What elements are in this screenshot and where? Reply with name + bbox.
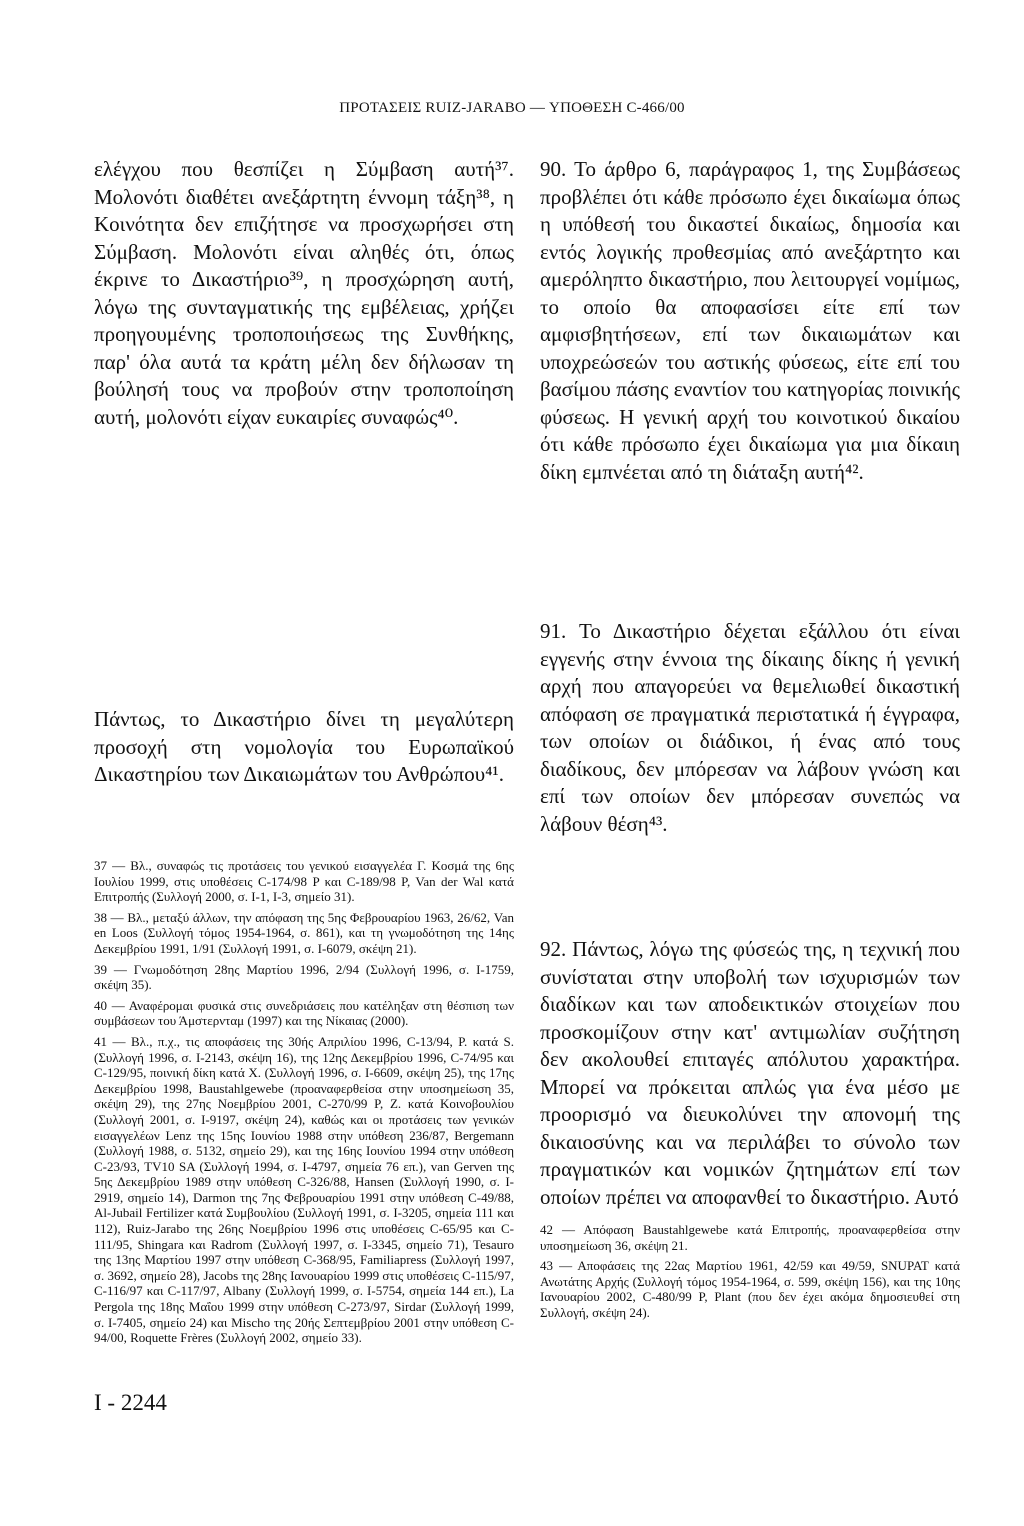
page-number: I - 2244 <box>94 1390 167 1415</box>
footnote-38: 38 — Βλ., μεταξύ άλλων, την απόφαση της 5ης Φεβρουαρίου 1963, 26/62, Van en Loos (Συλλογή τόμος 1954-1964, σ. 861), και τη γνωμοδότηση της 14ης Δεκεμβρίου 1991, 1/91 (Συλλογή 1991, σ. I-6079, σκέψη 21). <box>94 909 514 956</box>
left-column-continuation <box>94 156 514 431</box>
right-column-paragraph-92 <box>540 936 960 1211</box>
footnote-40: 40 — Αναφέρομαι φυσικά στις συνεδριάσεις που κατέληξαν στη θέσπιση των συμβάσεων του Άμστερνταμ (1997) και της Νίκαιας (2000). <box>94 997 514 1029</box>
footnotes-left <box>94 858 514 1351</box>
footnote-37: 37 — Βλ., συναφώς τις προτάσεις του γενικού εισαγγελέα Γ. Κοσμά της 6ης Ιουλίου 1999, στις υποθέσεις C-174/98 P και C-189/98 P, Van der Wal κατά Επιτροπής (Συλλογή 2000, σ. I-1, I-3, σημείο 31). <box>94 858 514 905</box>
paragraph-91: 91. Το Δικαστήριο δέχεται εξάλλου ότι είναι εγγενής στην έννοια της δίκαιης δίκης ή γενική αρχή που απαγορεύει να θεμελιωθεί δικαστική απόφαση σε πραγματικά περιστατικά ή έγγραφα, των οποίων οι διάδικοι, ή ένας από τους διαδίκους, δεν μπόρεσαν να λάβουν γνώση και επί των οποίων δεν μπόρεσαν συνεπώς να λάβουν θέση⁴³. <box>540 619 960 836</box>
paragraph-92: 92. Πάντως, λόγω της φύσεώς της, η τεχνική που συνίσταται στην υποβολή των ισχυρισμών των διαδίκων και των αποδεικτικών στοιχείων που προσκομίζουν στην κατ' αντιμωλίαν συζήτηση δεν ακολουθεί επιταγές απόλυτου χαρακτήρα. Μπορεί να πρόκειται απλώς για ένα μέσο με προορισμό να διευκολύνει την απονομή της δικαιοσύνης και να περιλάβει το σύνολο των πραγματικών και νομικών ζητημάτων επί των οποίων πρέπει να αποφανθεί το δικαστήριο. Αυτό <box>540 937 960 1209</box>
right-column-paragraph-90 <box>540 156 960 486</box>
left-column-case-law <box>94 706 514 789</box>
footnote-41: 41 — Βλ., π.χ., τις αποφάσεις της 30ής Απριλίου 1996, C-13/94, P. κατά S. (Συλλογή 1996, σ. I-2143, σκέψη 16), της 12ης Δεκεμβρίου 1996, C-74/95 και C-129/95, ποινική δίκη κατά X. (Συλλογή 1996, σ. I-6609, σκέψη 25), της 17ης Δεκεμβρίου 1998, Baustahlgewebe (προαναφερθείσα στην υποσημείωση 35, σκέψη 29), της 27ης Νοεμβρίου 2001, C-270/99 P, Z. κατά Κοινοβουλίου (Συλλογή 2001, σ. I-9197, σκέψη 24), καθώς και οι προτάσεις των γενικών εισαγγελέων Lenz της 15ης Ιουνίου 1988 στην υπόθεση 236/87, Bergemann (Συλλογή 1988, σ. 5132, σημείο 29), και της 16ης Ιουνίου 1994 στην υπόθεση C-23/93, TV10 SA (Συλλογή 1994, σ. I-4797, σημεία 76 επ.), van Gerven της 5ης Δεκεμβρίου 1989 στην υπόθεση C-326/88, Hansen (Συλλογή 1990, σ. I-2919, σημείο 14), Darmon της 7ης Φεβρουαρίου 1991 στην υπόθεση C-49/88, Al-Jubail Fertilizer κατά Συμβουλίου (Συλλογή 1991, σ. I-3205, σημεία 111 και 112), Ruiz-Jarabo της 26ης Νοεμβρίου 1996 στις υποθέσεις C-65/95 και C-111/95, Shingara και Radrom (Συλλογή 1997, σ. I-3345, σημείο 71), Tesauro της 13ης Μαρτίου 1997 στην υπόθεση C-368/95, Familiapress (Συλλογή 1997, σ. 3692, σημείο 28), Jacobs της 28ης Ιανουαρίου 1999 στις υποθέσεις C-115/97, C-116/97 και C-117/97, Albany (Συλλογή 1999, σ. I-5754, σημεία 144 επ.), La Pergola της 18ης Μαΐου 1999 στην υπόθεση C-273/97, Sirdar (Συλλογή 1999, σ. I-7405, σημείο 24) και Mischo της 20ής Σεπτεμβρίου 2001 στην υπόθεση C-94/00, Roquette Frères (Συλλογή 2002, σημείο 33). <box>94 1033 514 1346</box>
footnotes-right <box>540 1222 960 1326</box>
footnote-43: 43 — Αποφάσεις της 22ας Μαρτίου 1961, 42/59 και 49/59, SNUPAT κατά Ανωτάτης Αρχής (Συλλογή τόμος 1954-1964, σ. 599, σκέψη 156), και της 10ης Ιανουαρίου 2002, C-480/99 P, Plant (που δεν έχει ακόμα δημοσιευθεί στη Συλλογή, σκέψη 24). <box>540 1258 960 1320</box>
paragraph-90: 90. Το άρθρο 6, παράγραφος 1, της Συμβάσεως προβλέπει ότι κάθε πρόσωπο έχει δικαίωμα όπως η υπόθεσή του δικαστεί δικαίως, δημοσία και εντός λογικής προθεσμίας από ανεξάρτητο και αμερόληπτο δικαστήριο, που λειτουργεί νομίμως, το οποίο θα αποφασίσει είτε επί των αμφισβητήσεων, επί των δικαιωμάτων και υποχρεώσεών του αστικής φύσεως, είτε επί του βασίμου πάσης εναντίον του κατηγορίας ποινικής φύσεως. Η γενική αρχή του κοινοτικού δικαίου ότι κάθε πρόσωπο έχει δικαίωμα για μια δίκαιη δίκη εμπνέεται από τη διάταξη αυτή⁴². <box>540 157 960 484</box>
right-column-paragraph-91 <box>540 618 960 838</box>
footnote-39: 39 — Γνωμοδότηση 28ης Μαρτίου 1996, 2/94 (Συλλογή 1996, σ. I-1759, σκέψη 35). <box>94 961 514 993</box>
running-header: ΠΡΟΤΑΣΕΙΣ RUIZ-JARABO — ΥΠΟΘΕΣΗ C-466/00 <box>339 100 685 116</box>
footnote-42: 42 — Απόφαση Baustahlgewebe κατά Επιτροπής, προαναφερθείσα στην υποσημείωση 36, σκέψη 21. <box>540 1222 960 1253</box>
case-law-paragraph: Πάντως, το Δικαστήριο δίνει τη μεγαλύτερη προσοχή στη νομολογία του Ευρωπαϊκού Δικαστηρίου των Δικαιωμάτων του Ανθρώπου⁴¹. <box>94 707 514 786</box>
continuation-paragraph: ελέγχου που θεσπίζει η Σύμβαση αυτή³⁷. Μολονότι διαθέτει ανεξάρτητη έννομη τάξη³⁸, η Κοινότητα δεν επιζήτησε να προσχωρήσει στη Σύμβαση. Μολονότι είναι αληθές ότι, όπως έκρινε το Δικαστήριο³⁹, η προσχώρηση αυτή, λόγω της συνταγματικής της εμβέλειας, χρήζει προηγουμένης τροποποιήσεως της Συνθήκης, παρ' όλα αυτά τα κράτη μέλη δεν δήλωσαν τη βούλησή τους να προβούν στην τροποποίηση αυτή, μολονότι είχαν ευκαιρίες συναφώς⁴⁰. <box>94 157 514 429</box>
